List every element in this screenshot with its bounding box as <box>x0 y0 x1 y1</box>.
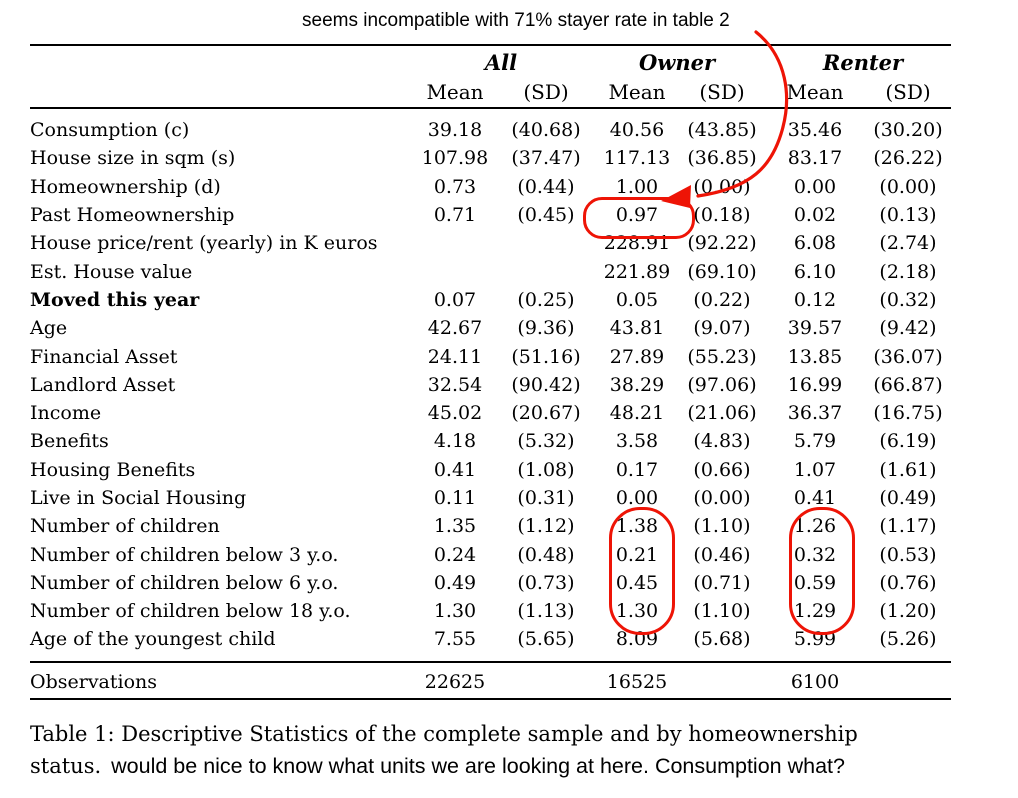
cell-owner-mean: 43.81 <box>609 317 665 340</box>
cell-renter-mean: 6.08 <box>793 232 837 255</box>
table-row <box>30 286 948 314</box>
cell-owner-sd: (36.85) <box>687 147 757 170</box>
cell-renter-sd: (1.20) <box>879 600 937 623</box>
table-header-rule <box>30 107 951 109</box>
cell-all-sd: (1.12) <box>517 515 575 538</box>
cell-owner-sd: (4.83) <box>693 430 751 453</box>
cell-renter-sd: (36.07) <box>873 345 943 368</box>
cell-owner-sd: (0.18) <box>693 204 751 227</box>
cell-renter-sd: (66.87) <box>873 373 943 396</box>
subheader-renter-sd: (SD) <box>885 80 931 104</box>
group-header-renter: Renter <box>822 49 904 75</box>
cell-owner-sd: (9.07) <box>693 317 751 340</box>
table-caption-line2 <box>30 754 845 779</box>
row-label: House size in sqm (s) <box>30 147 236 170</box>
observations-row <box>30 667 948 697</box>
row-label: Homeownership (d) <box>30 175 221 198</box>
cell-all-sd: (0.25) <box>517 288 575 311</box>
cell-renter-mean: 1.07 <box>793 458 837 481</box>
cell-renter-sd: (0.53) <box>879 543 937 566</box>
cell-renter-sd: (0.13) <box>879 204 937 227</box>
cell-all-mean: 0.07 <box>433 288 477 311</box>
cell-owner-mean: 0.97 <box>615 204 659 227</box>
cell-owner-sd: (5.68) <box>693 628 751 651</box>
cell-all-sd: (20.67) <box>511 402 581 425</box>
subheader-owner-sd: (SD) <box>699 80 745 104</box>
cell-owner-mean: 8.09 <box>615 628 659 651</box>
cell-owner-sd: (55.23) <box>687 345 757 368</box>
cell-owner-mean: 0.45 <box>615 571 659 594</box>
cell-renter-sd: (1.17) <box>879 515 937 538</box>
cell-renter-mean: 5.79 <box>793 430 837 453</box>
table-body-bottom-rule <box>30 661 951 663</box>
cell-owner-mean: 1.38 <box>615 515 659 538</box>
cell-all-sd: (0.31) <box>517 487 575 509</box>
table-row <box>30 144 948 172</box>
table-row <box>30 427 948 455</box>
row-label: Number of children below 6 y.o. <box>30 571 339 594</box>
cell-owner-sd: (0.22) <box>693 288 751 311</box>
cell-owner-mean: 38.29 <box>609 373 665 396</box>
cell-renter-mean: 6.10 <box>793 260 837 283</box>
observations-renter: 6100 <box>790 671 840 693</box>
cell-renter-sd: (0.76) <box>879 571 937 594</box>
cell-owner-mean: 228.91 <box>603 232 671 255</box>
cell-renter-mean: 83.17 <box>787 147 843 170</box>
cell-owner-mean: 0.17 <box>615 458 659 481</box>
cell-renter-mean: 0.02 <box>793 204 837 227</box>
cell-renter-sd: (2.74) <box>879 232 937 255</box>
cell-renter-mean: 0.59 <box>793 571 837 594</box>
cell-owner-mean: 0.05 <box>615 288 659 311</box>
cell-all-mean: 0.24 <box>433 543 477 566</box>
cell-all-sd: (1.08) <box>517 458 575 481</box>
cell-owner-sd: (69.10) <box>687 260 757 283</box>
cell-all-mean: 45.02 <box>427 402 483 425</box>
cell-renter-mean: 39.57 <box>787 317 843 340</box>
cell-renter-sd: (6.19) <box>879 430 937 453</box>
cell-renter-sd: (30.20) <box>873 119 943 142</box>
row-label: Benefits <box>30 430 109 453</box>
subheader-row <box>30 78 948 106</box>
cell-all-sd: (40.68) <box>511 119 581 142</box>
cell-renter-sd: (0.49) <box>879 487 937 509</box>
cell-owner-sd: (43.85) <box>687 119 757 142</box>
row-label: Housing Benefits <box>30 458 196 481</box>
cell-all-sd: (5.65) <box>517 628 575 651</box>
row-label: House price/rent (yearly) in K euros <box>30 232 378 255</box>
table-caption-status: status. <box>30 754 102 778</box>
table-row <box>30 484 948 512</box>
cell-owner-sd: (21.06) <box>687 402 757 425</box>
cell-renter-mean: 16.99 <box>787 373 843 396</box>
table-row <box>30 314 948 342</box>
observations-label: Observations <box>30 671 158 693</box>
cell-renter-mean: 1.29 <box>793 600 837 623</box>
cell-all-mean: 7.55 <box>433 628 477 651</box>
cell-owner-mean: 1.00 <box>615 175 659 198</box>
cell-all-mean: 1.30 <box>433 600 477 623</box>
table-row <box>30 569 948 597</box>
cell-all-sd: (0.48) <box>517 543 575 566</box>
cell-renter-sd: (0.32) <box>879 288 937 311</box>
table-row <box>30 201 948 229</box>
cell-all-sd: (5.32) <box>517 430 575 453</box>
row-label: Moved this year <box>30 288 200 311</box>
row-label: Financial Asset <box>30 345 178 368</box>
row-label: Landlord Asset <box>30 373 176 396</box>
row-label: Est. House value <box>30 260 193 283</box>
row-label: Age <box>30 317 68 340</box>
cell-owner-sd: (1.10) <box>693 600 751 623</box>
cell-owner-mean: 221.89 <box>603 260 671 283</box>
cell-owner-mean: 3.58 <box>615 430 659 453</box>
table-row <box>30 625 948 653</box>
cell-owner-sd: (0.00) <box>693 487 751 509</box>
column-group-header-row <box>30 48 948 76</box>
cell-owner-sd: (0.00) <box>693 175 751 198</box>
cell-all-sd: (0.44) <box>517 175 575 198</box>
reviewer-top-note: seems incompatible with 71% stayer rate in table 2 <box>302 10 730 31</box>
cell-renter-mean: 0.41 <box>793 487 837 509</box>
cell-owner-sd: (97.06) <box>687 373 757 396</box>
reviewer-caption-note: would be nice to know what units we are looking at here. Consumption what? <box>111 754 845 778</box>
table-caption-line1: Table 1: Descriptive Statistics of the complete sample and by homeownership <box>30 722 858 746</box>
row-label: Consumption (c) <box>30 119 190 142</box>
cell-renter-sd: (26.22) <box>873 147 943 170</box>
table-row <box>30 257 948 285</box>
table-row <box>30 597 948 625</box>
cell-all-sd: (90.42) <box>511 373 581 396</box>
cell-all-sd: (9.36) <box>517 317 575 340</box>
cell-renter-sd: (16.75) <box>873 402 943 425</box>
cell-renter-mean: 35.46 <box>787 119 843 142</box>
cell-all-mean: 0.11 <box>433 487 477 509</box>
row-label: Past Homeownership <box>30 204 235 227</box>
table-body <box>30 116 948 654</box>
cell-all-mean: 24.11 <box>427 345 483 368</box>
table-top-rule <box>30 44 951 46</box>
table-row <box>30 399 948 427</box>
table-row <box>30 173 948 201</box>
cell-owner-sd: (0.71) <box>693 571 751 594</box>
table-row <box>30 371 948 399</box>
cell-renter-mean: 13.85 <box>787 345 843 368</box>
table-bottom-rule <box>30 698 951 700</box>
cell-renter-mean: 0.32 <box>793 543 837 566</box>
cell-owner-mean: 27.89 <box>609 345 665 368</box>
cell-all-sd: (0.45) <box>517 204 575 227</box>
cell-all-mean: 0.49 <box>433 571 477 594</box>
row-label: Live in Social Housing <box>30 487 247 509</box>
row-label: Number of children below 3 y.o. <box>30 543 339 566</box>
cell-all-sd: (1.13) <box>517 600 575 623</box>
cell-owner-mean: 40.56 <box>609 119 665 142</box>
observations-all: 22625 <box>424 671 486 693</box>
cell-renter-mean: 1.26 <box>793 515 837 538</box>
cell-all-mean: 32.54 <box>427 373 483 396</box>
cell-owner-sd: (0.46) <box>693 543 751 566</box>
table-row <box>30 512 948 540</box>
table-row <box>30 540 948 568</box>
cell-owner-mean: 117.13 <box>603 147 671 170</box>
row-label: Number of children <box>30 515 220 538</box>
cell-all-mean: 107.98 <box>421 147 489 170</box>
cell-owner-sd: (0.66) <box>693 458 751 481</box>
row-label: Income <box>30 402 102 425</box>
cell-all-mean: 1.35 <box>433 515 477 538</box>
cell-renter-sd: (5.26) <box>879 628 937 651</box>
cell-all-mean: 0.41 <box>433 458 477 481</box>
row-label: Age of the youngest child <box>30 628 276 651</box>
cell-all-sd: (37.47) <box>511 147 581 170</box>
row-label: Number of children below 18 y.o. <box>30 600 351 623</box>
cell-all-mean: 0.71 <box>433 204 477 227</box>
cell-renter-mean: 0.00 <box>793 175 837 198</box>
table-row <box>30 116 948 144</box>
cell-owner-mean: 1.30 <box>615 600 659 623</box>
cell-all-sd: (0.73) <box>517 571 575 594</box>
cell-renter-mean: 5.99 <box>793 628 837 651</box>
cell-renter-sd: (2.18) <box>879 260 937 283</box>
table-row <box>30 229 948 257</box>
cell-all-mean: 4.18 <box>433 430 477 453</box>
group-header-owner: Owner <box>638 49 716 75</box>
table-row <box>30 342 948 370</box>
cell-renter-mean: 0.12 <box>793 288 837 311</box>
cell-renter-sd: (9.42) <box>879 317 937 340</box>
cell-renter-mean: 36.37 <box>787 402 843 425</box>
cell-owner-mean: 0.00 <box>615 487 659 509</box>
cell-renter-sd: (1.61) <box>879 458 937 481</box>
subheader-all-sd: (SD) <box>523 80 569 104</box>
subheader-owner-mean: Mean <box>608 80 666 104</box>
subheader-renter-mean: Mean <box>786 80 844 104</box>
cell-all-mean: 42.67 <box>427 317 483 340</box>
cell-all-mean: 39.18 <box>427 119 483 142</box>
cell-owner-sd: (92.22) <box>687 232 757 255</box>
cell-all-sd: (51.16) <box>511 345 581 368</box>
cell-owner-mean: 0.21 <box>615 543 659 566</box>
observations-owner: 16525 <box>606 671 668 693</box>
table-row <box>30 456 948 484</box>
cell-renter-sd: (0.00) <box>879 175 937 198</box>
cell-owner-mean: 48.21 <box>609 402 665 425</box>
group-header-all: All <box>484 49 518 75</box>
subheader-all-mean: Mean <box>426 80 484 104</box>
cell-owner-sd: (1.10) <box>693 515 751 538</box>
cell-all-mean: 0.73 <box>433 175 477 198</box>
